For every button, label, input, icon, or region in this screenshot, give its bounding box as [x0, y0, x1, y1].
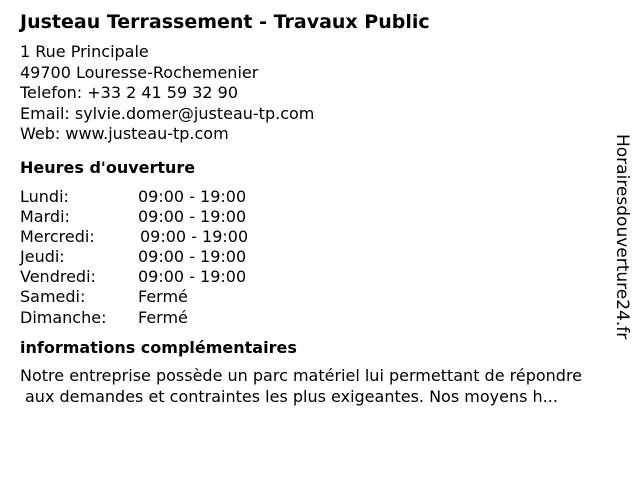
time-value: 09:00 - 19:00 — [138, 206, 247, 226]
hours-heading: Heures d'ouverture — [20, 157, 196, 177]
time-value: 09:00 - 19:00 — [138, 247, 247, 267]
hours-row-lundi — [20, 187, 620, 207]
time-value: 09:00 - 19:00 — [140, 226, 249, 246]
web-line[interactable]: Web: www.justeau-tp.com — [20, 124, 229, 143]
address-street: 1 Rue Principale — [20, 42, 149, 61]
info-line-1: Notre entreprise possède un parc matériel lui permettant de répondre — [20, 365, 583, 385]
info-line-2: aux demandes et contraintes les plus exigeantes. Nos moyens h... — [25, 386, 558, 406]
hours-row-jeudi — [20, 247, 620, 267]
time-value: Fermé — [138, 307, 188, 327]
day-label: Dimanche: — [20, 307, 107, 327]
day-label: Jeudi: — [20, 247, 65, 267]
brand-watermark — [612, 134, 632, 346]
day-label: Mercredi: — [20, 226, 95, 246]
day-label: Vendredi: — [20, 267, 96, 287]
business-card — [20, 8, 620, 407]
email-line[interactable]: Email: sylvie.domer@justeau-tp.com — [20, 103, 315, 123]
info-description — [20, 365, 620, 407]
day-label: Samedi: — [20, 287, 86, 307]
time-value: 09:00 - 19:00 — [138, 186, 247, 206]
hours-row-dimanche — [20, 308, 620, 328]
info-heading: informations complémentaires — [20, 337, 297, 357]
hours-list — [20, 187, 620, 328]
hours-row-mercredi — [20, 227, 620, 247]
hours-row-mardi — [20, 207, 620, 227]
hours-row-vendredi — [20, 267, 620, 287]
brand-text: Horairesdouverture24.fr — [612, 134, 632, 340]
phone-line[interactable]: Telefon: +33 2 41 59 32 90 — [20, 83, 239, 102]
day-label: Lundi: — [20, 186, 69, 206]
day-label: Mardi: — [20, 206, 70, 226]
business-name: Justeau Terrassement - Travaux Public — [20, 11, 430, 33]
hours-row-samedi — [20, 287, 620, 307]
time-value: 09:00 - 19:00 — [138, 267, 247, 287]
address-city: 49700 Louresse-Rochemenier — [20, 62, 259, 82]
time-value: Fermé — [138, 287, 188, 307]
